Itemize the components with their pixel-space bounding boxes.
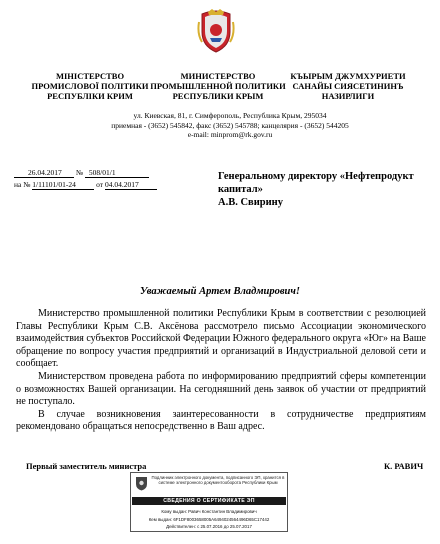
body-paragraph: В случае возникновения заинтересованности в сотрудничестве предприятиям рекомендовано обращаться непосредственно в Ваш адрес. — [16, 408, 426, 433]
email-address: e-mail: minprom@rk.gov.ru — [187, 130, 273, 139]
crimea-coat-of-arms-emblem — [196, 8, 236, 54]
postal-address: ул. Киевская, 81, г. Симферополь, Республика Крым, 295034 — [133, 111, 327, 120]
small-coat-of-arms-icon — [135, 476, 148, 491]
letter-body — [16, 308, 426, 434]
certificate-heading: СВЕДЕНИЯ О СЕРТИФИКАТЕ ЭП — [132, 497, 286, 505]
outgoing-number: 508/01/1 — [85, 168, 149, 178]
from-label: от — [96, 180, 104, 189]
body-paragraph: Министерством проведена работа по информированию предприятий сферы компетенции о возможностях Вашей организации. На сегодняшний день заявок об участии от предприятий не поступало. — [16, 370, 426, 408]
outgoing-registration — [14, 168, 149, 178]
outgoing-date: 26.04.2017 — [14, 168, 74, 178]
electronic-signature-stamp — [130, 472, 288, 532]
certificate-owner: Кому выдан: Равич Константин Владимирович — [161, 509, 257, 514]
certificate-validity: Действителен: с 25.07.2016 до 25.07.2017 — [166, 524, 252, 529]
ministry-contact-address — [80, 111, 380, 140]
reference-number: 1/11101/01-24 — [32, 180, 94, 190]
ministry-name-russian: МИНИСТЕРСТВО ПРОМЫШЛЕННОЙ ПОЛИТИКИ РЕСПУБЛИКИ КРЫМ — [150, 71, 286, 101]
phone-numbers: приемная - (3652) 545842, факс (3652) 545788; канцелярия - (3652) 544205 — [111, 120, 349, 130]
signatory-name: К. РАВИЧ — [384, 461, 424, 471]
certificate-issuer: Кем выдан: 6F1DF8003658005A6494024564496D65C17442 — [148, 516, 270, 522]
certificate-details — [135, 508, 283, 531]
incoming-reference — [14, 180, 157, 190]
salutation: Уважаемый Артем Владмирович! — [139, 286, 300, 297]
reference-date: 04.04.2017 — [105, 180, 157, 190]
ministry-name-crimean-tatar: КЪЫРЫМ ДЖУМХУРИЕТИ САНАЙЫ СИЯСЕТИНИНЪ НАЗИРЛИГИ — [290, 71, 406, 101]
signatory-title: Первый заместитель министра — [26, 461, 147, 471]
ministry-name-ukrainian: МІНІСТЕРСТВО ПРОМИСЛОВОЇ ПОЛІТИКИ РЕСПУБЛІКИ КРИМ — [31, 71, 149, 101]
certificate-note: Подлинник электронного документа, подписанного ЭП, хранится в системе электронного документооборота Республики Крым — [151, 475, 285, 486]
body-paragraph: Министерство промышленной политики Республики Крым в соответствии с резолюцией Главы Республики Крым С.В. Аксёнова рассмотрело письмо Ассоциации экономического взаимодействия субъектов Российской Федерации Южного федерального округа «Юг» на Ваше обращение по вопросу участия предприятий и организаций в Индустриальной деловой сети и сообщает. — [16, 308, 426, 370]
reference-label: на № — [14, 180, 31, 189]
addressee-block: Генеральному директору «Нефтепродукт капитал» А.В. Свирину — [218, 171, 414, 208]
number-label: № — [75, 168, 84, 177]
